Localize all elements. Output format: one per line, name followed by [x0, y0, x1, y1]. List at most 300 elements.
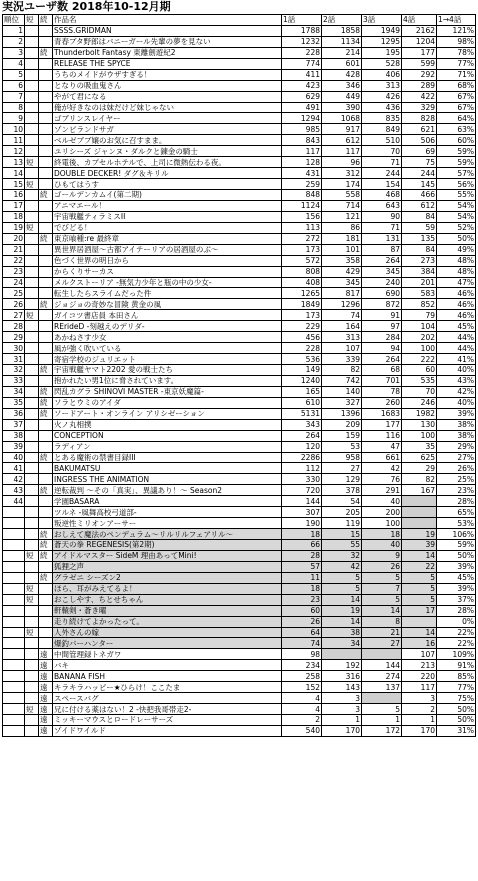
- table-row: [3, 36, 476, 47]
- cell-short-flag: [25, 638, 39, 649]
- cell-ep1: 112: [282, 463, 322, 474]
- cell-ep1: 144: [282, 496, 322, 507]
- cell-ratio: 38%: [437, 419, 476, 430]
- cell-cont-flag: [39, 157, 53, 168]
- cell-title: ゾンビランドサガ: [53, 124, 282, 135]
- cell-short-flag: 短: [25, 594, 39, 605]
- table-row: [3, 682, 476, 693]
- cell-ep1: 4: [282, 693, 322, 704]
- cell-ep4: 104: [402, 321, 437, 332]
- cell-ep4: 35: [402, 441, 437, 452]
- cell-ep2: 14: [322, 594, 362, 605]
- cell-title: でびどる！: [53, 222, 282, 233]
- cell-ep2: 96: [322, 157, 362, 168]
- cell-ep2: 15: [322, 529, 362, 540]
- cell-rank: [3, 660, 25, 671]
- cell-rank: 14: [3, 168, 25, 179]
- cell-ep4: 273: [402, 255, 437, 266]
- cell-title: おこしやす、ちとせちゃん: [53, 594, 282, 605]
- cell-rank: [3, 627, 25, 638]
- table-row: [3, 627, 476, 638]
- cell-rank: 44: [3, 496, 25, 507]
- cell-cont-flag: [39, 288, 53, 299]
- cell-cont-flag: 続: [39, 452, 53, 463]
- cell-ep1: 343: [282, 419, 322, 430]
- table-row: [3, 561, 476, 572]
- cell-cont-flag: [39, 200, 53, 211]
- cell-ep4: 69: [402, 146, 437, 157]
- cell-short-flag: [25, 58, 39, 69]
- cell-ratio: 78%: [437, 47, 476, 58]
- cell-ep3: 701: [362, 375, 402, 386]
- cell-ep4: 3: [402, 693, 437, 704]
- cell-ep1: 1294: [282, 113, 322, 124]
- cell-cont-flag: [39, 583, 53, 594]
- table-row: [3, 550, 476, 561]
- cell-ep2: 429: [322, 266, 362, 277]
- cell-ep3: 90: [362, 211, 402, 222]
- cell-ep1: 456: [282, 332, 322, 343]
- cell-rank: [3, 529, 25, 540]
- table-row: [3, 441, 476, 452]
- cell-ep4: [402, 616, 437, 627]
- cell-rank: 30: [3, 343, 25, 354]
- table-row: [3, 179, 476, 190]
- cell-ep3: 47: [362, 441, 402, 452]
- table-row: [3, 430, 476, 441]
- cell-title: ゾイドワイルド: [53, 725, 282, 736]
- cell-ratio: 39%: [437, 408, 476, 419]
- table-row: [3, 321, 476, 332]
- cell-ep4: 100: [402, 430, 437, 441]
- cell-ep2: 917: [322, 124, 362, 135]
- table-row: [3, 211, 476, 222]
- cell-ep1: 985: [282, 124, 322, 135]
- cell-ratio: 67%: [437, 91, 476, 102]
- cell-ratio: 46%: [437, 299, 476, 310]
- cell-ep4: 22: [402, 561, 437, 572]
- cell-title: 火ノ丸相撲: [53, 419, 282, 430]
- cell-ep1: 408: [282, 277, 322, 288]
- cell-ep3: 70: [362, 146, 402, 157]
- table-row: [3, 113, 476, 124]
- cell-title: キラキラハッピー★ひらけ！ここたま: [53, 682, 282, 693]
- cell-ep1: 1265: [282, 288, 322, 299]
- cell-rank: [3, 583, 25, 594]
- cell-cont-flag: [39, 375, 53, 386]
- cell-short-flag: [25, 299, 39, 310]
- cell-ep1: 259: [282, 179, 322, 190]
- header-rank: 順位: [3, 15, 25, 26]
- cell-cont-flag: 続: [39, 47, 53, 58]
- cell-ep1: 540: [282, 725, 322, 736]
- cell-ratio: 40%: [437, 365, 476, 376]
- cell-ep3: 21: [362, 627, 402, 638]
- cell-ep1: 808: [282, 266, 322, 277]
- cell-ratio: 40%: [437, 397, 476, 408]
- cell-ep3: 71: [362, 222, 402, 233]
- table-row: [3, 255, 476, 266]
- cell-ep2: 32: [322, 550, 362, 561]
- cell-ep4: 246: [402, 397, 437, 408]
- cell-ratio: 65%: [437, 507, 476, 518]
- cell-ratio: 63%: [437, 124, 476, 135]
- table-row: [3, 58, 476, 69]
- cell-rank: 25: [3, 288, 25, 299]
- cell-short-flag: 短: [25, 704, 39, 715]
- cell-short-flag: [25, 200, 39, 211]
- cell-ep2: 129: [322, 474, 362, 485]
- cell-ep4: 384: [402, 266, 437, 277]
- cell-ep4: 177: [402, 47, 437, 58]
- table-row: [3, 463, 476, 474]
- table-row: [3, 365, 476, 376]
- table-row: [3, 496, 476, 507]
- cell-short-flag: [25, 441, 39, 452]
- cell-ep4: 2: [402, 704, 437, 715]
- cell-ep2: 181: [322, 233, 362, 244]
- cell-ep3: 7: [362, 583, 402, 594]
- cell-ep2: 312: [322, 168, 362, 179]
- cell-ep4: 75: [402, 157, 437, 168]
- cell-ep1: 258: [282, 671, 322, 682]
- cell-title: SSSS.GRIDMAN: [53, 25, 282, 36]
- cell-ep4: 289: [402, 80, 437, 91]
- cell-ep4: 107: [402, 649, 437, 660]
- cell-title: Thunderbolt Fantasy 東離劍遊紀2: [53, 47, 282, 58]
- cell-short-flag: [25, 102, 39, 113]
- cell-ep2: 958: [322, 452, 362, 463]
- cell-ep4: 79: [402, 310, 437, 321]
- cell-short-flag: [25, 321, 39, 332]
- cell-short-flag: [25, 496, 39, 507]
- cell-title: バキ: [53, 660, 282, 671]
- cell-ratio: 60%: [437, 135, 476, 146]
- table-row: [3, 397, 476, 408]
- cell-short-flag: [25, 80, 39, 91]
- cell-rank: 39: [3, 441, 25, 452]
- table-row: [3, 135, 476, 146]
- cell-ep4: 170: [402, 725, 437, 736]
- cell-short-flag: [25, 233, 39, 244]
- cell-ep1: 774: [282, 58, 322, 69]
- cell-ep4: 828: [402, 113, 437, 124]
- cell-short-flag: [25, 25, 39, 36]
- cell-title: うちのメイドがウザすぎる！: [53, 69, 282, 80]
- cell-cont-flag: [39, 91, 53, 102]
- cell-short-flag: 短: [25, 157, 39, 168]
- cell-ep2: 214: [322, 47, 362, 58]
- cell-ratio: 48%: [437, 255, 476, 266]
- cell-title: おしえて魔法のペンデュラム～リルリルフェアリル～: [53, 529, 282, 540]
- cell-cont-flag: [39, 616, 53, 627]
- cell-title: 爆釣バーハンター: [53, 638, 282, 649]
- table-row: [3, 102, 476, 113]
- cell-ep3: 1683: [362, 408, 402, 419]
- cell-ep4: 599: [402, 58, 437, 69]
- cell-ratio: 121%: [437, 25, 476, 36]
- cell-rank: 6: [3, 80, 25, 91]
- cell-ep2: 390: [322, 102, 362, 113]
- cell-cont-flag: [39, 605, 53, 616]
- cell-ep4: 82: [402, 474, 437, 485]
- cell-ratio: 41%: [437, 354, 476, 365]
- cell-ep3: 137: [362, 682, 402, 693]
- cell-ratio: 38%: [437, 430, 476, 441]
- cell-title: 宇宙戦艦ヤマト2202 愛の戦士たち: [53, 365, 282, 376]
- cell-ep4: 130: [402, 419, 437, 430]
- cell-ep3: 835: [362, 113, 402, 124]
- cell-ep1: 66: [282, 540, 322, 551]
- cell-cont-flag: 遠: [39, 671, 53, 682]
- cell-ep1: 330: [282, 474, 322, 485]
- cell-ep1: 60: [282, 605, 322, 616]
- ranking-table: [2, 14, 476, 737]
- cell-ep1: 228: [282, 343, 322, 354]
- cell-short-flag: [25, 91, 39, 102]
- cell-ep2: 339: [322, 354, 362, 365]
- cell-ep2: 143: [322, 682, 362, 693]
- cell-title: ラディアン: [53, 441, 282, 452]
- cell-ratio: 59%: [437, 540, 476, 551]
- table-row: [3, 638, 476, 649]
- cell-ep2: 358: [322, 255, 362, 266]
- cell-ep4: 220: [402, 671, 437, 682]
- cell-ep2: 170: [322, 725, 362, 736]
- cell-cont-flag: 遠: [39, 693, 53, 704]
- cell-ratio: 54%: [437, 211, 476, 222]
- cell-cont-flag: [39, 507, 53, 518]
- cell-ratio: 91%: [437, 660, 476, 671]
- cell-rank: 31: [3, 354, 25, 365]
- cell-title: 異世界居酒屋～古都アイテーリアの居酒屋のぶ～: [53, 244, 282, 255]
- cell-cont-flag: 遠: [39, 725, 53, 736]
- cell-rank: [3, 649, 25, 660]
- cell-ep3: 264: [362, 354, 402, 365]
- cell-ep1: 2286: [282, 452, 322, 463]
- cell-ep1: 113: [282, 222, 322, 233]
- cell-short-flag: [25, 561, 39, 572]
- cell-title: BAKUMATSU: [53, 463, 282, 474]
- cell-short-flag: [25, 255, 39, 266]
- cell-ep2: 313: [322, 332, 362, 343]
- cell-short-flag: [25, 288, 39, 299]
- cell-ep3: 76: [362, 474, 402, 485]
- cell-title: ツルネ -風舞高校弓道部-: [53, 507, 282, 518]
- cell-rank: 37: [3, 419, 25, 430]
- cell-ep3: 240: [362, 277, 402, 288]
- table-row: [3, 605, 476, 616]
- cell-ratio: 28%: [437, 605, 476, 616]
- cell-short-flag: [25, 529, 39, 540]
- cell-ep1: 1849: [282, 299, 322, 310]
- cell-ep2: 1: [322, 715, 362, 726]
- cell-ep4: 329: [402, 102, 437, 113]
- cell-ep4: 70: [402, 386, 437, 397]
- header-title: 作品名: [53, 15, 282, 26]
- cell-ep4: 5: [402, 594, 437, 605]
- cell-rank: 4: [3, 58, 25, 69]
- table-row: [3, 660, 476, 671]
- cell-ep3: 291: [362, 485, 402, 496]
- cell-title: 軒轅剣・蒼き曜: [53, 605, 282, 616]
- cell-ep1: 720: [282, 485, 322, 496]
- cell-ep2: 54: [322, 496, 362, 507]
- cell-ratio: 109%: [437, 649, 476, 660]
- cell-title: ミッキーマウスとロードレーサーズ: [53, 715, 282, 726]
- cell-ep4: 1204: [402, 36, 437, 47]
- cell-ratio: 27%: [437, 452, 476, 463]
- cell-ep2: 1068: [322, 113, 362, 124]
- cell-short-flag: [25, 474, 39, 485]
- cell-ep3: 144: [362, 660, 402, 671]
- cell-ep2: 3: [322, 704, 362, 715]
- cell-ep3: [362, 693, 402, 704]
- cell-ratio: 59%: [437, 146, 476, 157]
- cell-ep1: 264: [282, 430, 322, 441]
- cell-ratio: 44%: [437, 343, 476, 354]
- cell-ep4: [402, 507, 437, 518]
- cell-short-flag: [25, 725, 39, 736]
- cell-rank: 21: [3, 244, 25, 255]
- cell-ep1: 411: [282, 69, 322, 80]
- cell-ratio: 50%: [437, 550, 476, 561]
- cell-ep2: 346: [322, 80, 362, 91]
- table-row: [3, 474, 476, 485]
- cell-ep1: 18: [282, 583, 322, 594]
- cell-ep2: 74: [322, 310, 362, 321]
- cell-ep3: 661: [362, 452, 402, 463]
- table-row: [3, 25, 476, 36]
- cell-ep4: 60: [402, 365, 437, 376]
- cell-ep3: 5: [362, 704, 402, 715]
- cell-ratio: 46%: [437, 310, 476, 321]
- cell-rank: 17: [3, 200, 25, 211]
- cell-ratio: 50%: [437, 704, 476, 715]
- table-row: [3, 693, 476, 704]
- cell-short-flag: [25, 518, 39, 529]
- cell-title: やがて君になる: [53, 91, 282, 102]
- cell-rank: 7: [3, 91, 25, 102]
- table-row: [3, 157, 476, 168]
- cell-ep2: 742: [322, 375, 362, 386]
- cell-short-flag: [25, 36, 39, 47]
- table-row: [3, 124, 476, 135]
- cell-ep3: 264: [362, 255, 402, 266]
- cell-ep3: 195: [362, 47, 402, 58]
- cell-ep2: 209: [322, 419, 362, 430]
- cell-ratio: 46%: [437, 288, 476, 299]
- cell-rank: 38: [3, 430, 25, 441]
- cell-ep3: 68: [362, 365, 402, 376]
- cell-ep4: 583: [402, 288, 437, 299]
- cell-short-flag: [25, 682, 39, 693]
- table-row: [3, 233, 476, 244]
- cell-cont-flag: [39, 277, 53, 288]
- cell-short-flag: [25, 430, 39, 441]
- cell-title: アニマエール！: [53, 200, 282, 211]
- cell-ep1: 190: [282, 518, 322, 529]
- cell-ratio: 28%: [437, 496, 476, 507]
- cell-ep4: 612: [402, 200, 437, 211]
- cell-ep4: [402, 518, 437, 529]
- cell-ep3: 690: [362, 288, 402, 299]
- cell-ep2: 119: [322, 518, 362, 529]
- cell-title: ジョジョの奇妙な冒険 黄金の風: [53, 299, 282, 310]
- cell-ratio: 23%: [437, 485, 476, 496]
- cell-cont-flag: [39, 255, 53, 266]
- cell-title: 抱かれたい男1位に脅されています。: [53, 375, 282, 386]
- cell-cont-flag: [39, 36, 53, 47]
- cell-ep1: 307: [282, 507, 322, 518]
- cell-ep4: 17: [402, 605, 437, 616]
- cell-short-flag: 短: [25, 627, 39, 638]
- cell-cont-flag: 続: [39, 529, 53, 540]
- cell-short-flag: [25, 244, 39, 255]
- cell-ep3: 643: [362, 200, 402, 211]
- cell-rank: 32: [3, 365, 25, 376]
- cell-title: 逆転裁判 ～その「真実」、異議あり！～ Season2: [53, 485, 282, 496]
- cell-ep2: 42: [322, 561, 362, 572]
- cell-ep2: 601: [322, 58, 362, 69]
- cell-ep1: 26: [282, 616, 322, 627]
- cell-ratio: 43%: [437, 375, 476, 386]
- cell-rank: 1: [3, 25, 25, 36]
- cell-title: DOUBLE DECKER! ダグ＆キリル: [53, 168, 282, 179]
- cell-title: メルクストーリア -無気力少年と瓶の中の少女-: [53, 277, 282, 288]
- cell-ep3: 116: [362, 430, 402, 441]
- cell-short-flag: [25, 375, 39, 386]
- cell-short-flag: [25, 277, 39, 288]
- cell-rank: 19: [3, 222, 25, 233]
- cell-short-flag: [25, 660, 39, 671]
- cell-title: あかねさす少女: [53, 332, 282, 343]
- table-row: [3, 332, 476, 343]
- cell-ep2: 1134: [322, 36, 362, 47]
- cell-cont-flag: [39, 419, 53, 430]
- cell-cont-flag: [39, 594, 53, 605]
- cell-cont-flag: 続: [39, 386, 53, 397]
- cell-ep4: 2162: [402, 25, 437, 36]
- cell-rank: 27: [3, 310, 25, 321]
- cell-rank: 33: [3, 375, 25, 386]
- cell-ep4: 244: [402, 168, 437, 179]
- cell-ep4: 14: [402, 627, 437, 638]
- table-row: [3, 529, 476, 540]
- cell-ep1: 57: [282, 561, 322, 572]
- cell-ep1: 1232: [282, 36, 322, 47]
- table-row: [3, 47, 476, 58]
- cell-cont-flag: 遠: [39, 660, 53, 671]
- cell-title: INGRESS THE ANIMATION: [53, 474, 282, 485]
- cell-ep2: 38: [322, 627, 362, 638]
- cell-ratio: 52%: [437, 222, 476, 233]
- cell-ep4: 506: [402, 135, 437, 146]
- cell-ratio: 59%: [437, 157, 476, 168]
- cell-cont-flag: [39, 463, 53, 474]
- cell-cont-flag: [39, 354, 53, 365]
- cell-ep4: 621: [402, 124, 437, 135]
- cell-ep1: 1788: [282, 25, 322, 36]
- table-row: [3, 649, 476, 660]
- cell-ep3: 177: [362, 419, 402, 430]
- cell-ep2: 107: [322, 343, 362, 354]
- cell-ep4: 84: [402, 211, 437, 222]
- cell-ep2: 192: [322, 660, 362, 671]
- table-row: [3, 244, 476, 255]
- cell-short-flag: [25, 408, 39, 419]
- cell-short-flag: [25, 419, 39, 430]
